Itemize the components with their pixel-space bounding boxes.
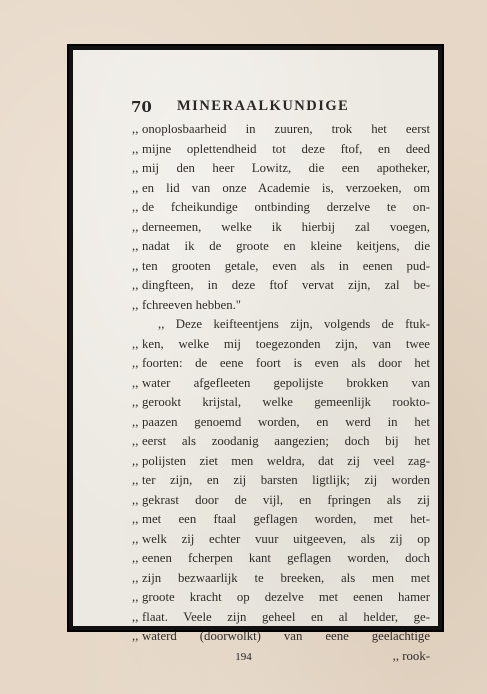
text-line — [132, 510, 432, 530]
quote-mark: ,, — [132, 453, 139, 468]
line-text: derneemen, welke ik hierbij zal voegen, — [142, 219, 430, 234]
quote-mark: ,, — [132, 200, 139, 214]
text-line — [132, 276, 432, 296]
line-text: ken, welke mij toegezonden zijn, van twee — [142, 336, 430, 351]
line-text: onoplosbaarheid in zuuren, trok het eerst — [142, 122, 430, 136]
line-text: water afgefleeten gepolijste brokken van — [142, 375, 430, 390]
text-line — [132, 627, 432, 647]
line-text: ,, Deze keifteentjens zijn, volgends de ftuk- — [158, 317, 430, 331]
quote-mark: ,, — [132, 297, 139, 312]
line-text: flaat. Veele zijn geheel en al helder, ge- — [142, 609, 430, 624]
quote-mark: ,, — [132, 473, 139, 487]
scan-page-number: 194 — [235, 651, 252, 663]
quote-mark: ,, — [132, 531, 139, 546]
quote-mark: ,, — [132, 434, 139, 448]
quote-mark: ,, — [132, 609, 139, 624]
text-line — [132, 296, 432, 316]
text-line — [132, 393, 432, 413]
quote-mark: ,, — [132, 141, 139, 156]
quote-mark: ,, — [132, 590, 139, 604]
line-text: gekrast door de vijl, en fpringen als zij — [142, 492, 430, 507]
quote-mark: ,, — [132, 278, 139, 292]
line-text: gerookt krijstal, welke gemeenlijk rookto- — [142, 395, 430, 409]
text-line — [132, 374, 432, 394]
text-line — [132, 608, 432, 628]
line-text: foorten: de eene foort is even als door het — [142, 356, 430, 370]
text-line — [132, 491, 432, 511]
quote-mark: ,, — [132, 570, 139, 585]
text-line — [132, 549, 432, 569]
quote-mark: ,, — [132, 180, 139, 195]
text-line — [132, 452, 432, 472]
text-line — [132, 432, 432, 452]
quote-mark: ,, — [132, 336, 139, 351]
line-text: paazen genoemd worden, en werd in het — [142, 414, 430, 429]
quote-mark: ,, — [132, 551, 139, 565]
line-text: mij den heer Lowitz, die een apotheker, — [142, 161, 430, 175]
quote-mark: ,, — [132, 395, 139, 409]
text-line — [132, 140, 432, 160]
line-text: waterd (doorwolkt) van eene geelachtige — [142, 629, 430, 643]
line-text: ten grooten getale, even als in eenen pud- — [142, 258, 430, 273]
line-text: groote kracht op dezelve met eenen hamer — [142, 590, 430, 604]
quote-mark: ,, — [132, 629, 139, 643]
line-text: welk zij echter vuur uitgeeven, als zij op — [142, 531, 430, 546]
quote-mark: ,, — [132, 492, 139, 507]
book-page-number: 70 — [131, 98, 152, 116]
body-text — [132, 120, 432, 666]
text-line — [132, 315, 432, 335]
quote-mark: ,, — [132, 258, 139, 273]
quote-mark: ,, — [132, 512, 139, 526]
line-text: polijsten ziet men weldra, dat zij veel zag- — [142, 453, 430, 468]
quote-mark: ,, — [132, 219, 139, 234]
line-text: mijne oplettendheid tot deze ftof, en deed — [142, 141, 430, 156]
text-line — [132, 179, 432, 199]
line-text: en lid van onze Academie is, verzoeken, om — [142, 180, 430, 195]
text-line — [132, 198, 432, 218]
text-line — [132, 335, 432, 355]
text-line — [132, 354, 432, 374]
quote-mark: ,, — [132, 161, 139, 175]
quote-mark: ,, — [132, 356, 139, 370]
text-line — [132, 237, 432, 257]
line-text: fchreeven hebben." — [142, 297, 242, 312]
text-line — [132, 257, 432, 277]
line-text: eenen fcherpen kant geflagen worden, doch — [142, 551, 430, 565]
text-line — [132, 569, 432, 589]
line-text: met een ftaal geflagen worden, met het- — [142, 512, 430, 526]
line-text: zijn bezwaarlijk te breeken, als men met — [142, 570, 430, 585]
text-line — [132, 159, 432, 179]
text-line — [132, 413, 432, 433]
line-text: eerst als zoodanig aangezien; doch bij het — [142, 434, 430, 448]
quote-mark: ,, — [132, 239, 139, 253]
line-text: ,, rook- — [392, 648, 430, 663]
page-header — [131, 96, 431, 116]
text-line — [132, 120, 432, 140]
line-text: nadat ik de groote en kleine keitjens, die — [142, 239, 430, 253]
quote-mark: ,, — [132, 414, 139, 429]
text-line — [132, 530, 432, 550]
line-text: dingfteen, in deze ftof vervat zijn, zal be- — [142, 278, 430, 292]
text-line — [132, 218, 432, 238]
quote-mark: ,, — [132, 375, 139, 390]
text-line — [132, 471, 432, 491]
text-line — [132, 588, 432, 608]
line-text: de fcheikundige ontbinding derzelve te on- — [142, 200, 430, 214]
line-text: ter zijn, en zij barsten ligtlijk; zij worden — [142, 473, 430, 487]
quote-mark: ,, — [132, 122, 139, 136]
running-title: MINERAALKUNDIGE — [177, 98, 350, 114]
